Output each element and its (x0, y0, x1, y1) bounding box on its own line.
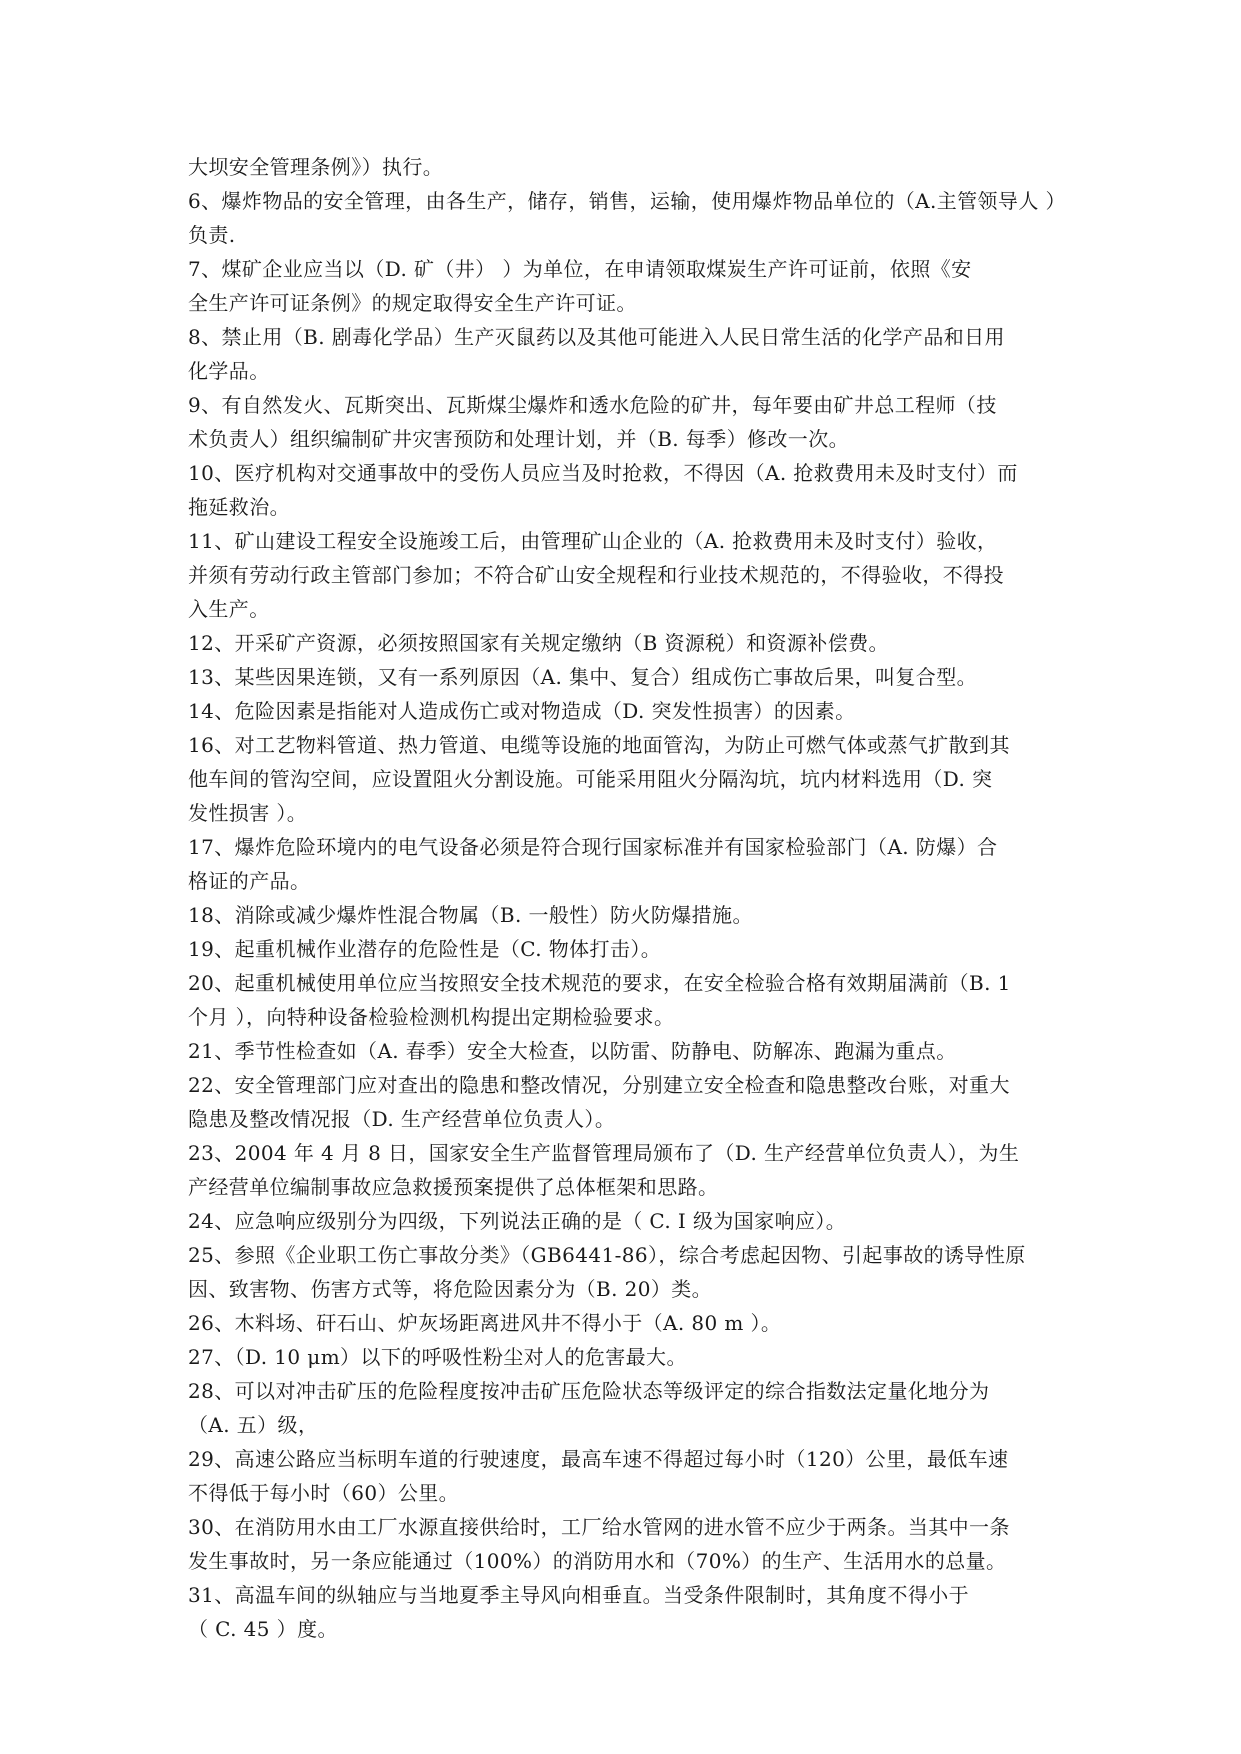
question-paragraph (188, 320, 1056, 388)
text-line: 14、危险因素是指能对人造成伤亡或对物造成（D. 突发性损害）的因素。 (188, 699, 856, 723)
question-paragraph (188, 966, 1056, 1034)
text-line: 27、（D. 10 μm）以下的呼吸性粉尘对人的危害最大。 (188, 1345, 687, 1369)
text-line: 隐患及整改情况报（D. 生产经营单位负责人）。 (188, 1107, 616, 1131)
text-line: 9、有自然发火、瓦斯突出、瓦斯煤尘爆炸和透水危险的矿井，每年要由矿井总工程师（技 (188, 393, 997, 417)
text-line: 产经营单位编制事故应急救援预案提供了总体框架和思路。 (188, 1175, 719, 1199)
text-line: 发生事故时，另一条应能通过（100%）的消防用水和（70%）的生产、生活用水的总量。 (188, 1549, 1007, 1573)
text-line: 29、高速公路应当标明车道的行驶速度，最高车速不得超过每小时（120）公里，最低车速 (188, 1447, 1009, 1471)
text-line: 19、起重机械作业潜存的危险性是（C. 物体打击）。 (188, 937, 662, 961)
question-paragraph (188, 1578, 1056, 1646)
question-paragraph (188, 252, 1056, 320)
question-paragraph (188, 694, 1056, 728)
text-line: 格证的产品。 (188, 869, 311, 893)
text-line: 21、季节性检查如（A. 春季）安全大检查，以防雷、防静电、防解冻、跑漏为重点。 (188, 1039, 957, 1063)
question-paragraph (188, 932, 1056, 966)
question-paragraph (188, 1238, 1056, 1306)
question-paragraph (188, 388, 1056, 456)
text-line: 13、某些因果连锁，又有一系列原因（A. 集中、复合）组成伤亡事故后果，叫复合型。 (188, 665, 978, 689)
text-line: 入生产。 (188, 597, 270, 621)
text-line: 他车间的管沟空间，应设置阻火分割设施。可能采用阻火分隔沟坑，坑内材料选用（D. 突 (188, 767, 993, 791)
text-line: 并须有劳动行政主管部门参加；不符合矿山安全规程和行业技术规范的，不得验收，不得投 (188, 563, 1004, 587)
text-line: 术负责人）组织编制矿井灾害预防和处理计划，并（B. 每季）修改一次。 (188, 427, 850, 451)
text-line: 12、开采矿产资源，必须按照国家有关规定缴纳（B 资源税）和资源补偿费。 (188, 631, 889, 655)
text-line: 16、对工艺物料管道、热力管道、电缆等设施的地面管沟，为防止可燃气体或蒸气扩散到其 (188, 733, 1010, 757)
text-line: 11、矿山建设工程安全设施竣工后，由管理矿山企业的（A. 抢救费用未及时支付）验收， (188, 529, 998, 553)
question-paragraph (188, 1442, 1056, 1510)
text-line: 22、安全管理部门应对查出的隐患和整改情况，分别建立安全检查和隐患整改台账，对重大 (188, 1073, 1010, 1097)
question-paragraph (188, 898, 1056, 932)
text-line: （ C. 45 ）度。 (188, 1617, 338, 1641)
text-line: 23、2004 年 4 月 8 日，国家安全生产监督管理局颁布了（D. 生产经营单位负责人），为生 (188, 1141, 1020, 1165)
question-paragraph (188, 150, 1056, 184)
question-paragraph (188, 1136, 1056, 1204)
text-line: （A. 五）级， (188, 1413, 319, 1437)
question-paragraph (188, 1034, 1056, 1068)
text-line: 20、起重机械使用单位应当按照安全技术规范的要求，在安全检验合格有效期届满前（B. 1 (188, 971, 1011, 995)
text-line: 化学品。 (188, 359, 270, 383)
text-line: 6、爆炸物品的安全管理，由各生产，储存，销售，运输，使用爆炸物品单位的（A.主管领导人 ） (188, 189, 1066, 213)
text-line: 17、爆炸危险环境内的电气设备必须是符合现行国家标准并有国家检验部门（A. 防爆）合 (188, 835, 998, 859)
question-paragraph (188, 660, 1056, 694)
text-line: 拖延救治。 (188, 495, 290, 519)
question-paragraph (188, 1306, 1056, 1340)
text-line: 10、医疗机构对交通事故中的受伤人员应当及时抢救，不得因（A. 抢救费用未及时支付）而 (188, 461, 1018, 485)
text-line: 28、可以对冲击矿压的危险程度按冲击矿压危险状态等级评定的综合指数法定量化地分为 (188, 1379, 990, 1403)
text-line: 因、致害物、伤害方式等，将危险因素分为（B. 20）类。 (188, 1277, 713, 1301)
text-line: 大坝安全管理条例》）执行。 (188, 155, 444, 179)
question-paragraph (188, 626, 1056, 660)
question-paragraph (188, 728, 1056, 830)
text-line: 25、参照《企业职工伤亡事故分类》（GB6441-86），综合考虑起因物、引起事故的诱导性原 (188, 1243, 1026, 1267)
text-line: 24、应急响应级别分为四级，下列说法正确的是（ C. I 级为国家响应）。 (188, 1209, 847, 1233)
text-line: 7、煤矿企业应当以（D. 矿（井） ）为单位，在申请领取煤炭生产许可证前，依照《安 (188, 257, 972, 281)
text-line: 个月 ），向特种设备检验检测机构提出定期检验要求。 (188, 1005, 675, 1029)
question-paragraph (188, 830, 1056, 898)
text-line: 18、消除或减少爆炸性混合物属（B. 一般性）防火防爆措施。 (188, 903, 753, 927)
question-paragraph (188, 1204, 1056, 1238)
text-line: 8、禁止用（B. 剧毒化学品）生产灭鼠药以及其他可能进入人民日常生活的化学产品和日用 (188, 325, 1005, 349)
text-line: 负责. (188, 223, 236, 247)
question-paragraph (188, 1510, 1056, 1578)
question-paragraph (188, 1068, 1056, 1136)
question-paragraph (188, 524, 1056, 626)
text-line: 31、高温车间的纵轴应与当地夏季主导风向相垂直。当受条件限制时，其角度不得小于 (188, 1583, 970, 1607)
text-line: 不得低于每小时（60）公里。 (188, 1481, 460, 1505)
text-line: 30、在消防用水由工厂水源直接供给时，工厂给水管网的进水管不应少于两条。当其中一条 (188, 1515, 1010, 1539)
question-paragraph (188, 1374, 1056, 1442)
text-line: 全生产许可证条例》的规定取得安全生产许可证。 (188, 291, 637, 315)
document-body (188, 150, 1066, 1646)
question-paragraph (188, 1340, 1056, 1374)
text-line: 26、木料场、矸石山、炉灰场距离进风井不得小于（A. 80 m ）。 (188, 1311, 782, 1335)
question-paragraph (188, 456, 1056, 524)
question-paragraph (188, 184, 1066, 252)
text-line: 发性损害 ）。 (188, 801, 308, 825)
